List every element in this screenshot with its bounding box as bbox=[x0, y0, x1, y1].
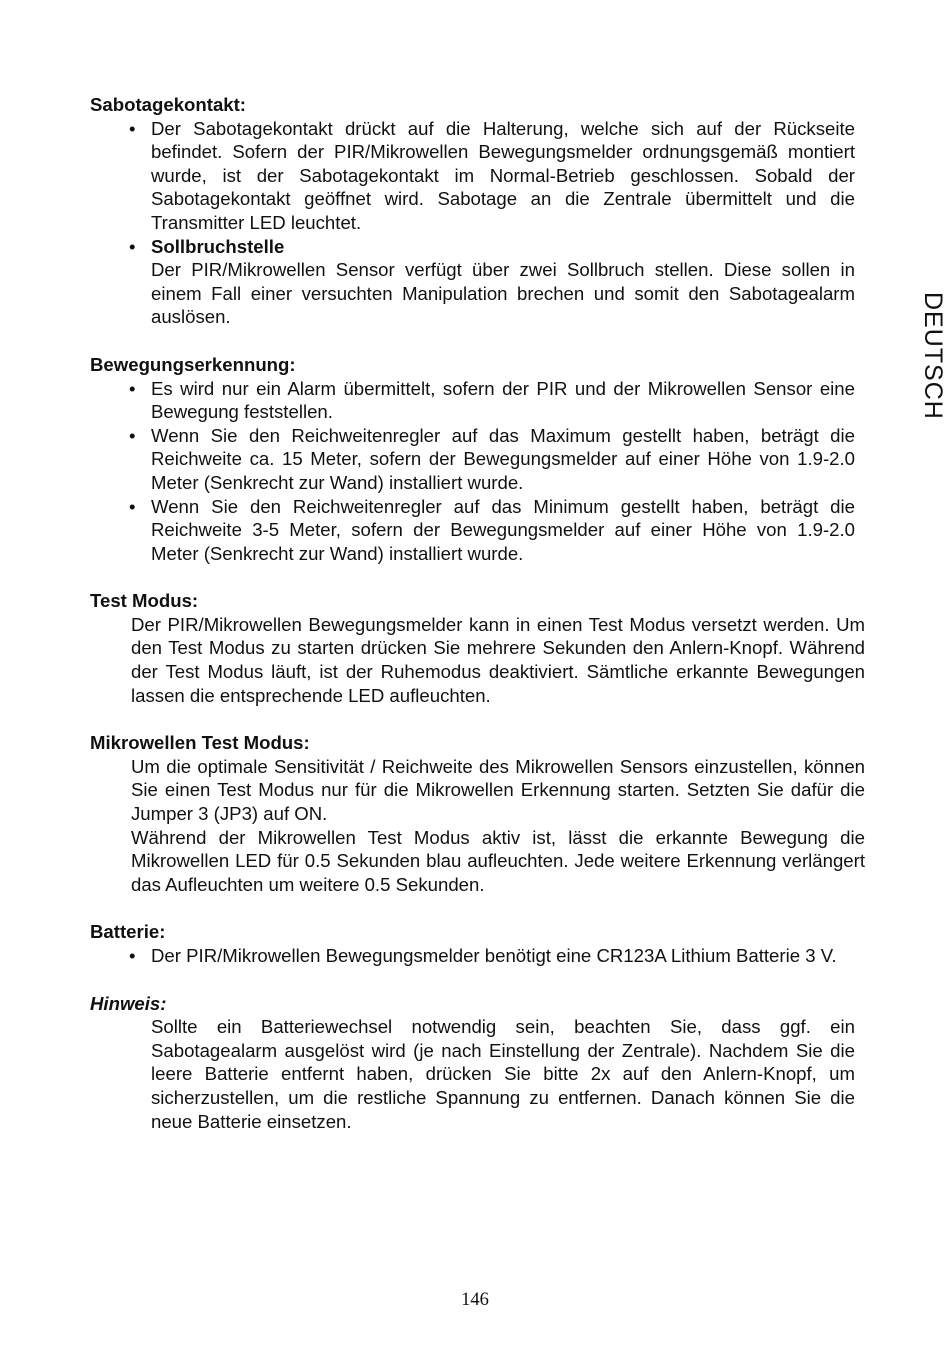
section-note bbox=[90, 992, 865, 1134]
section-microwave-test-mode bbox=[90, 731, 865, 896]
note-heading: Hinweis: bbox=[90, 992, 167, 1014]
bullet-list bbox=[90, 944, 865, 968]
list-item bbox=[90, 424, 865, 495]
section-motion-detection bbox=[90, 353, 865, 565]
paragraph: Um die optimale Sensitivität / Reichweite des Mikrowellen Sensors einzustellen, können Sie einen Test Modus nur für die Mikrowellen Erkennung starten. Setzten Sie dafür die Jumper 3 (JP3) auf ON. bbox=[131, 755, 865, 825]
bullet-icon: • bbox=[129, 495, 136, 517]
paragraph: Während der Mikrowellen Test Modus aktiv ist, lässt die erkannte Bewegung die Mikrowellen LED für 0.5 Sekunden blau aufleuchten. Jede weitere Erkennung verlängert das Aufleuchten um weitere 0.5 Sekunden. bbox=[131, 826, 865, 895]
bullet-icon: • bbox=[129, 424, 136, 446]
section-heading: Test Modus: bbox=[90, 590, 199, 612]
list-item-text: Es wird nur ein Alarm übermittelt, sofern der PIR und der Mikrowellen Sensor eine Bewegung feststellen. bbox=[151, 377, 855, 423]
section-heading: Mikrowellen Test Modus: bbox=[90, 732, 310, 754]
list-item bbox=[90, 377, 865, 424]
list-item-title: Sollbruchstelle bbox=[151, 235, 285, 257]
bullet-icon: • bbox=[129, 377, 136, 399]
page-content bbox=[90, 93, 865, 1157]
bullet-list bbox=[90, 377, 865, 566]
list-item-text: Wenn Sie den Reichweitenregler auf das Maximum gestellt haben, beträgt die Reichweite ca. 15 Meter, sofern der Bewegungsmelder auf einer Höhe von 1.9-2.0 Meter (Senkrecht zur Wand) installiert wurde. bbox=[151, 424, 855, 493]
section-heading: Bewegungserkennung: bbox=[90, 353, 296, 375]
bullet-icon: • bbox=[129, 945, 136, 966]
list-item-text: Wenn Sie den Reichweitenregler auf das Minimum gestellt haben, beträgt die Reichweite 3-5 Meter, sofern der Bewegungsmelder auf einer Höhe von 1.9-2.0 Meter (Senkrecht zur Wand) installiert wurde. bbox=[151, 495, 855, 564]
page-number: 146 bbox=[461, 1290, 489, 1310]
section-sabotage bbox=[90, 93, 865, 329]
section-heading: Batterie: bbox=[90, 921, 166, 943]
section-battery bbox=[90, 920, 865, 967]
section-heading: Sabotagekontakt: bbox=[90, 94, 247, 115]
bullet-list bbox=[90, 117, 865, 329]
list-item-text: Der PIR/Mikrowellen Bewegungsmelder benötigt eine CR123A Lithium Batterie 3 V. bbox=[151, 945, 837, 966]
paragraph: Der PIR/Mikrowellen Bewegungsmelder kann in einen Test Modus versetzt werden. Um den Test Modus zu starten drücken Sie mehrere Sekunden den Anlern-Knopf. Während der Test Modus läuft, ist der Ruhemodus deaktiviert. Sämtliche erkannte Bewegungen lassen die entsprechende LED aufleuchten. bbox=[131, 613, 865, 706]
list-item-text: Der Sabotagekontakt drückt auf die Halterung, welche sich auf der Rückseite befindet. Sofern der PIR/Mikrowellen Bewegungsmelder ordnungsgemäß montiert wurde, ist der Sabotagekontakt im Normal-Betrieb geschlossen. Sobald der Sabotagekontakt geöffnet wird. Sabotage an die Zentrale übermittelt und die Transmitter LED leuchtet. bbox=[151, 117, 855, 233]
list-item bbox=[90, 235, 865, 329]
section-test-mode bbox=[90, 589, 865, 707]
list-item-text: Der PIR/Mikrowellen Sensor verfügt über zwei Sollbruch stellen. Diese sollen in einem Fall einer versuchten Manipulation brechen und somit den Sabotagealarm auslösen. bbox=[151, 259, 855, 328]
note-paragraph: Sollte ein Batteriewechsel notwendig sein, beachten Sie, dass ggf. ein Sabotagealarm ausgelöst wird (je nach Einstellung der Zentrale). Nachdem Sie die leere Batterie entfernt haben, drücken Sie bitte 2x auf den Anlern-Knopf, um sicherzustellen, um die restliche Spannung zu entfernen. Danach können Sie die neue Batterie einsetzen. bbox=[151, 1016, 855, 1132]
bullet-icon: • bbox=[129, 235, 136, 257]
bullet-icon: • bbox=[129, 117, 136, 139]
list-item bbox=[90, 117, 865, 235]
list-item bbox=[90, 495, 865, 566]
list-item bbox=[90, 944, 865, 968]
language-tab: DEUTSCH bbox=[919, 292, 947, 420]
